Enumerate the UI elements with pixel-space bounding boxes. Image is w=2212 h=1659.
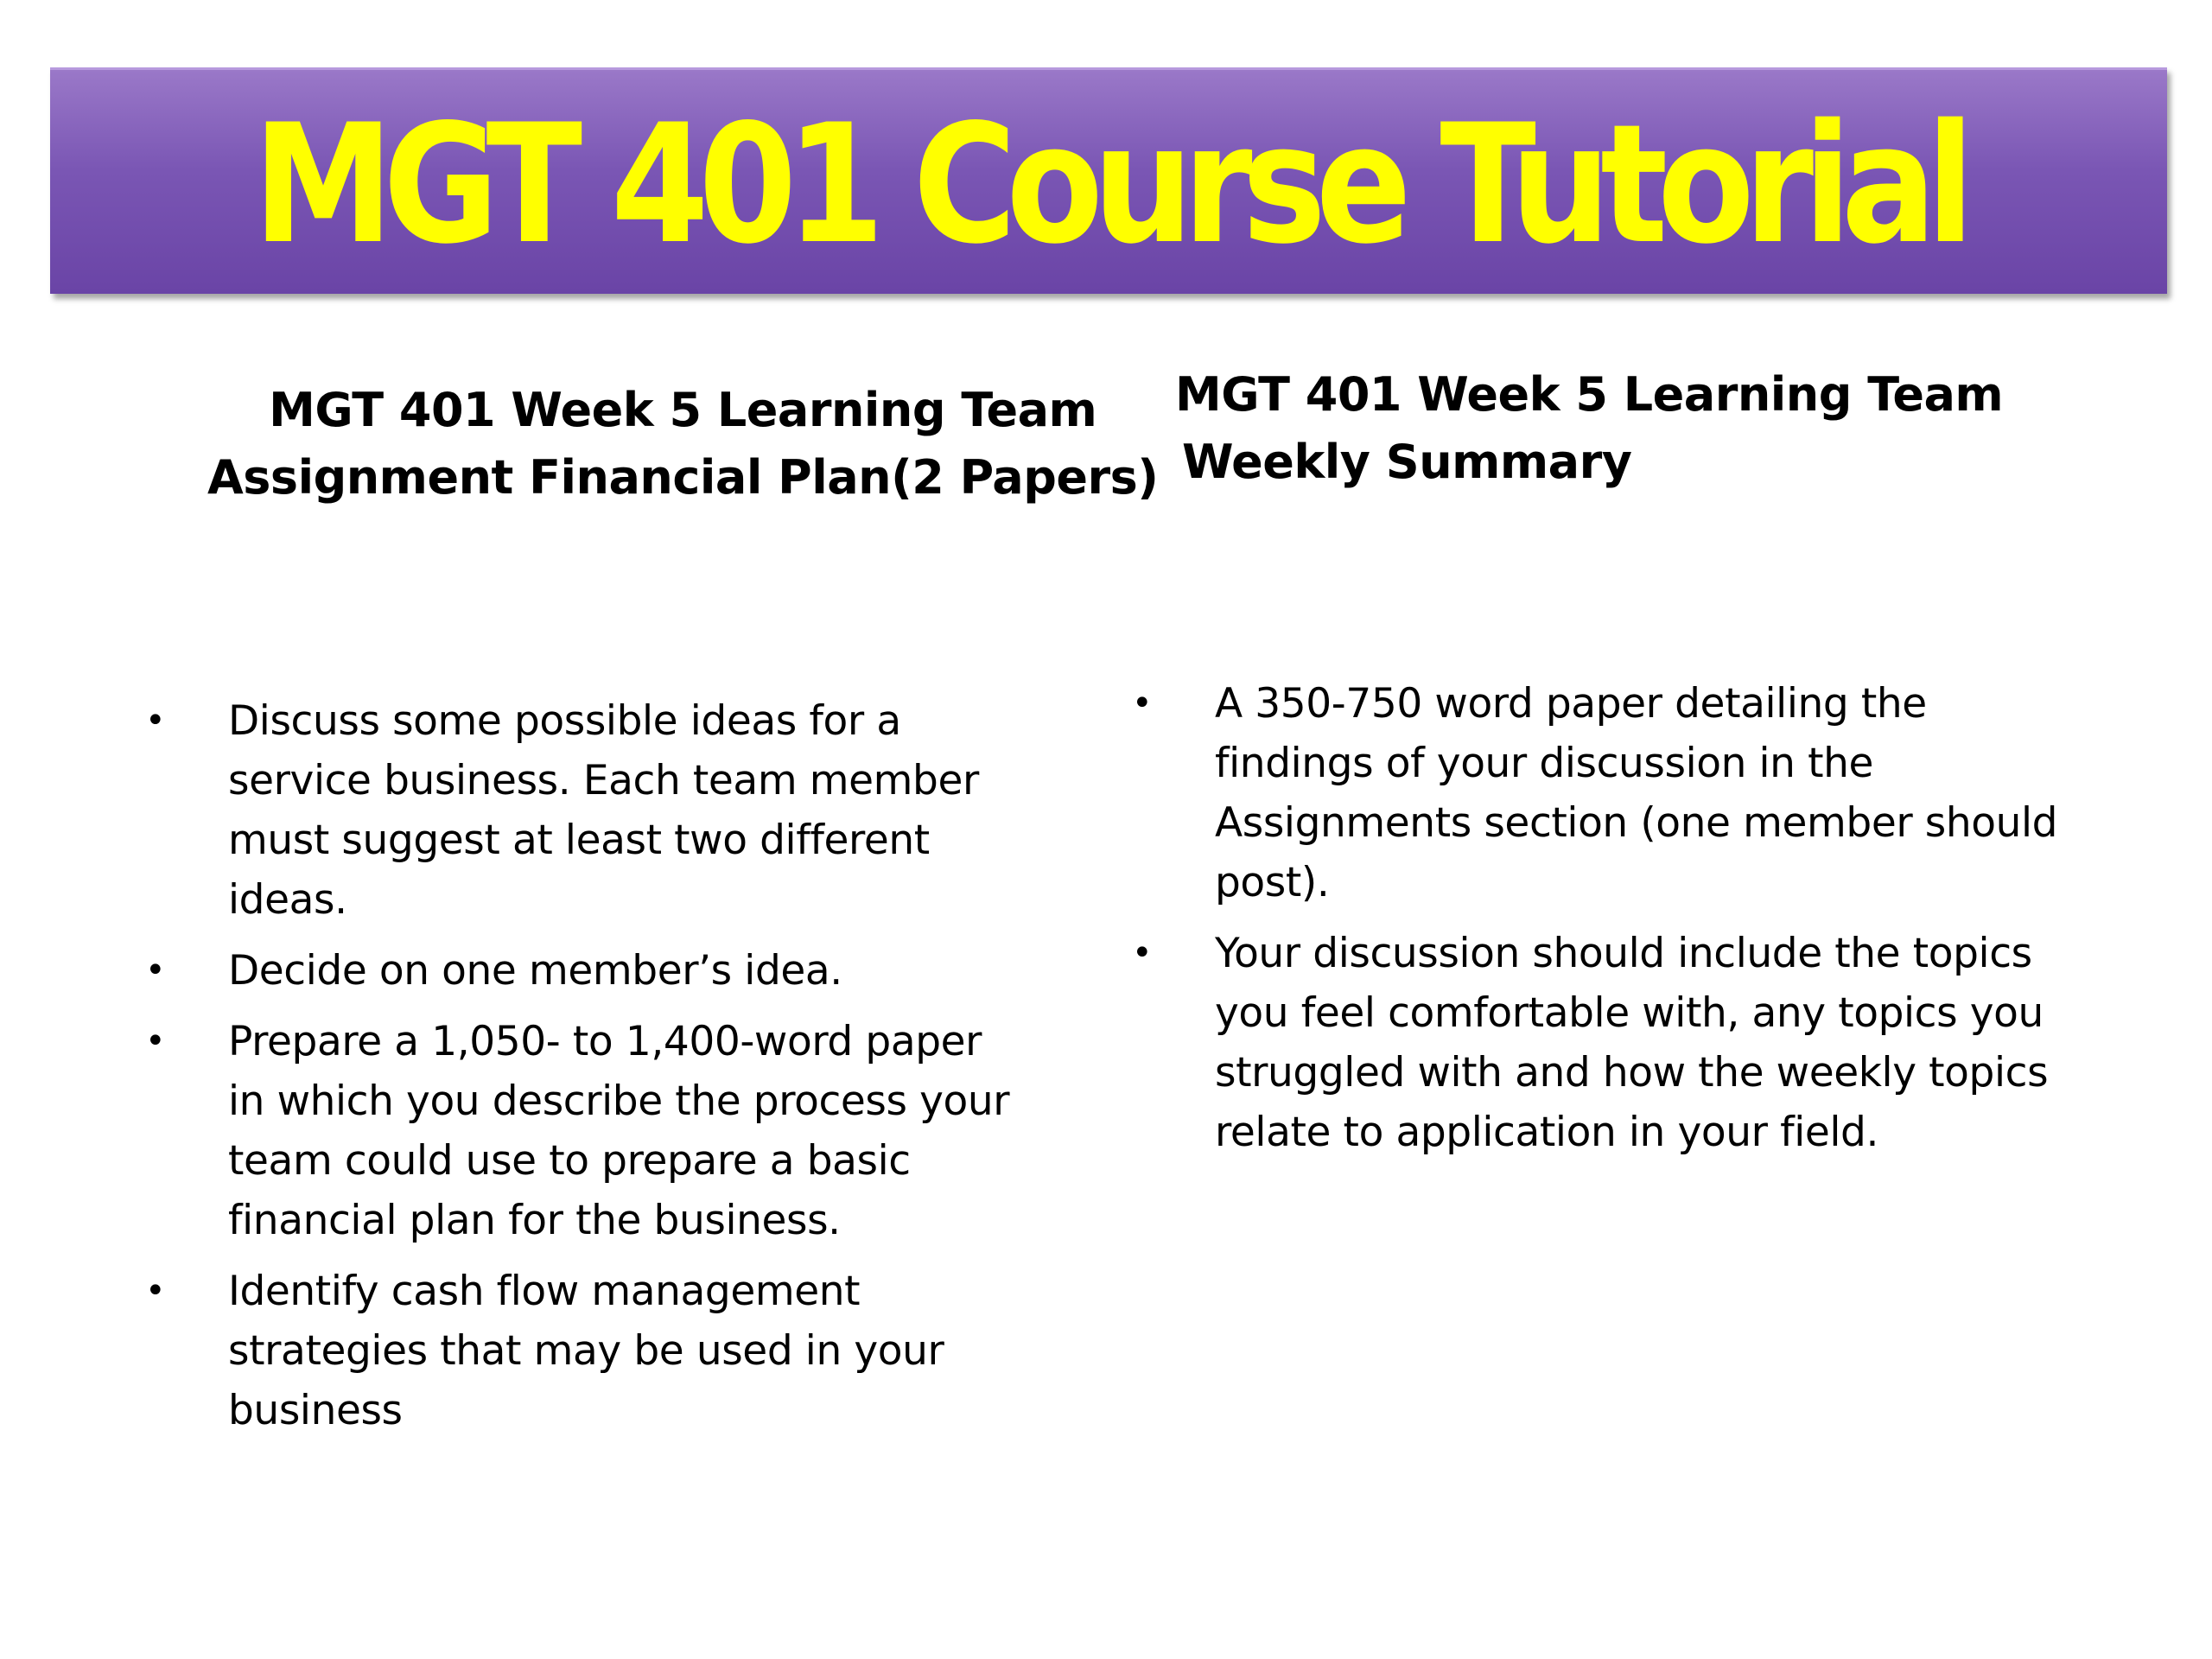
bullet-icon: • [1132, 933, 1153, 973]
list-item [145, 691, 1052, 930]
bullet-text-line: you feel comfortable with, any topics you [1215, 989, 2044, 1037]
bullet-text-line: Prepare a 1,050- to 1,400-word paper [228, 1018, 982, 1065]
page-title: MGT 401 Course Tutorial [252, 89, 1965, 280]
bullet-text-line: business [228, 1387, 403, 1434]
bullet-text-line: struggled with and how the weekly topics [1215, 1049, 2049, 1096]
bullet-text-line: post). [1215, 859, 1330, 906]
bullet-text-line: service business. Each team member [228, 757, 979, 804]
bullet-text-line: ideas. [228, 876, 347, 924]
list-item [145, 1262, 1052, 1440]
bullet-text-line: relate to application in your field. [1215, 1109, 1879, 1156]
bullet-icon: • [145, 1021, 166, 1061]
bullet-text-line: A 350-750 word paper detailing the [1215, 680, 1927, 728]
bullet-text-line: in which you describe the process your [228, 1077, 1010, 1125]
bullet-text-line: Assignments section (one member should [1215, 799, 2058, 847]
list-item [1132, 674, 2082, 912]
bullet-icon: • [1132, 683, 1153, 723]
list-item [145, 1012, 1052, 1250]
bullet-text-line: must suggest at least two different [228, 817, 930, 864]
bullet-text-line: Discuss some possible ideas for a [228, 697, 901, 745]
right-bullet-list [1132, 674, 2082, 1173]
list-item [1132, 924, 2082, 1162]
bullet-text-line: team could use to prepare a basic [228, 1137, 911, 1185]
right-heading-line-2: Weekly Summary [1182, 435, 1632, 489]
right-heading-line-1: MGT 401 Week 5 Learning Team [1175, 367, 2004, 422]
left-column-heading [207, 377, 1158, 512]
title-banner [50, 67, 2167, 294]
bullet-text-line: financial plan for the business. [228, 1197, 841, 1244]
right-column-heading [1175, 361, 2003, 496]
bullet-icon: • [145, 1271, 166, 1311]
left-heading-line-1: MGT 401 Week 5 Learning Team [269, 383, 1097, 437]
bullet-text-line: Identify cash flow management [228, 1268, 861, 1315]
left-bullet-list [145, 691, 1052, 1452]
bullet-text-line: strategies that may be used in your [228, 1327, 944, 1375]
bullet-icon: • [145, 701, 166, 741]
bullet-text-line: Decide on one member’s idea. [228, 947, 842, 995]
bullet-text-line: findings of your discussion in the [1215, 740, 1874, 787]
bullet-text-line: Your discussion should include the topics [1215, 930, 2032, 977]
list-item [145, 941, 1052, 1001]
bullet-icon: • [145, 950, 166, 990]
left-heading-line-2: Assignment Financial Plan(2 Papers) [207, 450, 1159, 505]
